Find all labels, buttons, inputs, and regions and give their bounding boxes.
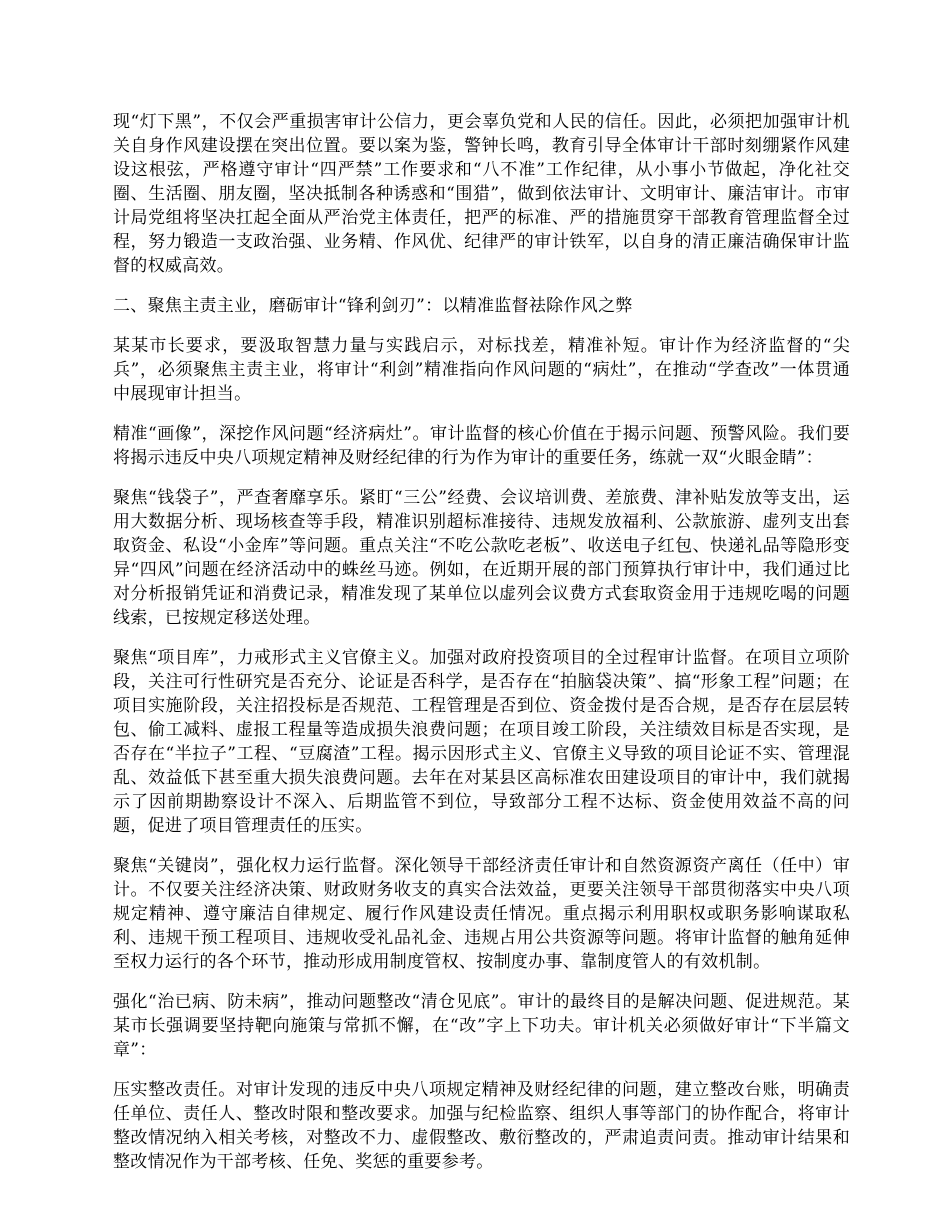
paragraph-discipline-intro: 现“灯下黑”，不仅会严重损害审计公信力，更会辜负党和人民的信任。因此，必须把加强审计机关自身作风建设摆在突出位置。要以案为鉴，警钟长鸣，教育引导全体审计干部时刻绷紧作风建设这根弦，严格遵守审计“四严禁”工作要求和“八不准”工作纪律，从小事小节做起，净化社交圈、生活圈、朋友圈，坚决抵制各种诱惑和“围猎”，做到依法审计、文明审计、廉洁审计。市审计局党组将坚决扛起全面从严治党主体责任，把严的标准、严的措施贯穿干部教育管理监督全过程，努力锻造一支政治强、业务精、作风优、纪律严的审计铁军，以自身的清正廉洁确保审计监督的权威高效。 [113,112,850,276]
section-heading-2: 二、聚焦主责主业，磨砺审计“锋利剑刃”：以精准监督祛除作风之弊 [113,296,633,316]
paragraph-precise-profiling: 精准“画像”，深挖作风问题“经济病灶”。审计监督的核心价值在于揭示问题、预警风险。我们要将揭示违反中央八项规定精神及财经纪律的行为作为审计的重要任务，练就一双“火眼金睛”： [113,424,850,468]
document-body [113,110,850,1190]
paragraph-project-library: 聚焦“项目库”，力戒形式主义官僚主义。加强对政府投资项目的全过程审计监督。在项目立项阶段，关注可行性研究是否充分、论证是否科学，是否存在“拍脑袋决策”、搞“形象工程”问题；在项目实施阶段，关注招投标是否规范、工程管理是否到位、资金拨付是否合规，是否存在层层转包、偷工减料、虚报工程量等造成损失浪费问题；在项目竣工阶段，关注绩效目标是否实现，是否存在“半拉子”工程、“豆腐渣”工程。揭示因形式主义、官僚主义导致的项目论证不实、管理混乱、效益低下甚至重大损失浪费问题。去年在对某县区高标准农田建设项目的审计中，我们就揭示了因前期勘察设计不深入、后期监管不到位，导致部分工程不达标、资金使用效益不高的问题，促进了项目管理责任的压实。 [113,648,850,836]
paragraph-mayor-requirement: 某某市长要求，要汲取智慧力量与实践启示，对标找差，精准补短。审计作为经济监督的“尖兵”，必须聚焦主责主业，将审计“利剑”精准指向作风问题的“病灶”，在推动“学查改”一体贯通中展现审计担当。 [113,336,850,404]
paragraph-key-posts: 聚焦“关键岗”，强化权力运行监督。深化领导干部经济责任审计和自然资源资产离任（任中）审计。不仅要关注经济决策、财政财务收支的真实合法效益，更要关注领导干部贯彻落实中央八项规定精神、遵守廉洁自律规定、履行作风建设责任情况。重点揭示利用职权或职务影响谋取私利、违规干预工程项目、违规收受礼品礼金、违规占用公共资源等问题。将审计监督的触角延伸至权力运行的各个环节，推动形成用制度管权、按制度办事、靠制度管人的有效机制。 [113,856,850,972]
paragraph-money-bag: 聚焦“钱袋子”，严查奢靡享乐。紧盯“三公”经费、会议培训费、差旅费、津补贴发放等支出，运用大数据分析、现场核查等手段，精准识别超标准接待、违规发放福利、公款旅游、虚列支出套取资金、私设“小金库”等问题。重点关注“不吃公款吃老板”、收送电子红包、快递礼品等隐形变异“四风”问题在经济活动中的蛛丝马迹。例如，在近期开展的部门预算执行审计中，我们通过比对分析报销凭证和消费记录，精准发现了某单位以虚列会议费方式套取资金用于违规吃喝的问题线索，已按规定移送处理。 [113,488,850,628]
paragraph-responsibility: 压实整改责任。对审计发现的违反中央八项规定精神及财经纪律的问题，建立整改台账，明确责任单位、责任人、整改时限和整改要求。加强与纪检监察、组织人事等部门的协作配合，将审计整改情况纳入相关考核，对整改不力、虚假整改、敷衍整改的，严肃追责问责。推动审计结果和整改情况作为干部考核、任免、奖惩的重要参考。 [113,1080,850,1172]
paragraph-rectification: 强化“治已病、防未病”，推动问题整改“清仓见底”。审计的最终目的是解决问题、促进规范。某某市长强调要坚持靶向施策与常抓不懈，在“改”字上下功夫。审计机关必须做好审计“下半篇文章”： [113,992,850,1060]
